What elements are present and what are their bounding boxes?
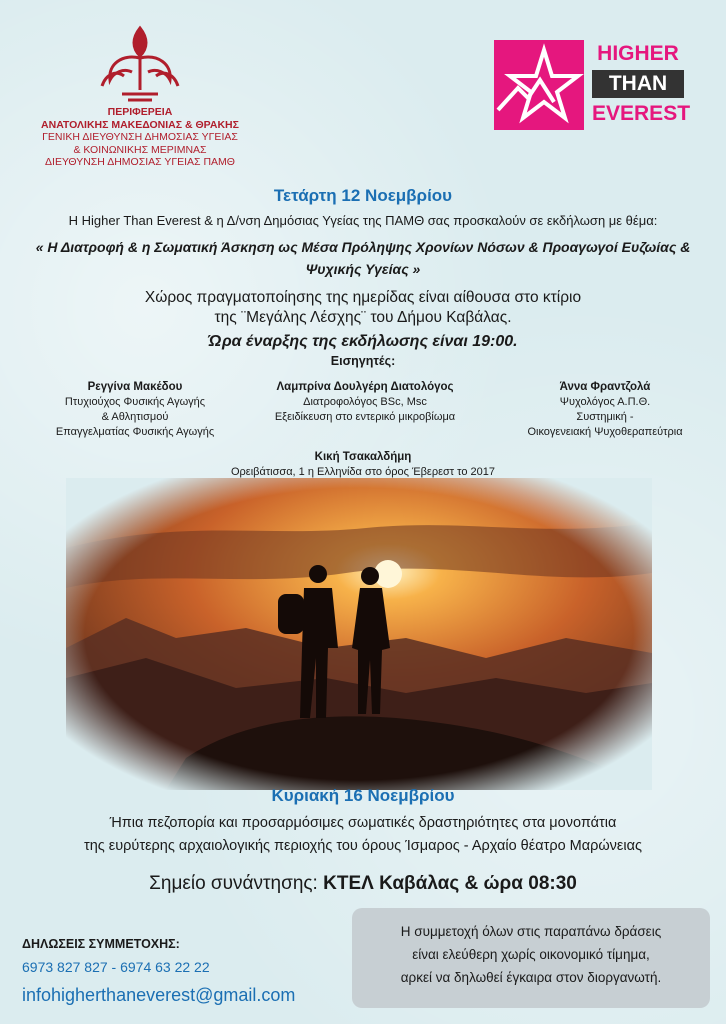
venue-line: της ¨Μεγάλης Λέσχης¨ του Δήμου Καβάλας. [214, 309, 512, 326]
speaker-card [490, 380, 720, 440]
meeting-point [0, 873, 726, 895]
speaker-card [0, 450, 726, 480]
notice-line: αρκεί να δηλωθεί έγκαιρα στον διοργανωτή. [400, 970, 662, 985]
speaker-credential: Επαγγελματίας Φυσικής Αγωγής [55, 426, 215, 438]
speaker-card [240, 380, 490, 425]
meeting-label: Σημείο συνάντησης: [149, 873, 318, 894]
speaker-name: Κική Τσακαλδήμη [314, 451, 412, 463]
meeting-value: ΚΤΕΛ Καβάλας & ώρα 08:30 [323, 873, 577, 894]
free-participation-notice [352, 908, 710, 1008]
speaker-credential: Οικογενειακή Ψυχοθεραπεύτρια [527, 426, 683, 438]
speaker-name: Ρεγγίνα Μακέδου [87, 381, 183, 393]
notice-line: Η συμμετοχή όλων στις παραπάνω δράσεις [400, 924, 662, 939]
speaker-name: Λαμπρίνα Δουλγέρη Διατολόγος [276, 381, 454, 393]
description-line: Ήπια πεζοπορία και προσαρμόσιμες σωματικές δραστηριότητες στα μονοπάτια [109, 815, 617, 831]
event1-date: Τετάρτη 12 Νοεμβρίου [273, 186, 453, 205]
speaker-credential: Διατροφολόγος BSc, Msc [303, 396, 427, 408]
contact-email-link[interactable]: infohigherthaneverest@gmail.com [22, 985, 296, 1005]
logo-word: THAN [592, 70, 684, 98]
event1-topic: « Η Διατροφή & η Σωματική Άσκηση ως Μέσα Πρόληψης Χρονίων Νόσων & Προαγωγοί Ευζωίας & Ψυχικής Υγείας » [35, 239, 691, 277]
contact-phones[interactable]: 6973 827 827 - 6974 63 22 22 [22, 959, 210, 975]
speaker-name: Άννα Φραντζολά [559, 381, 651, 393]
org-line: ΓΕΝΙΚΗ ΔΙΕΥΘΥΝΣΗ ΔΗΜΟΣΙΑΣ ΥΓΕΙΑΣ [42, 131, 238, 143]
event1-start-time: Ώρα έναρξης της εκδήλωσης είναι 19:00. [208, 333, 518, 350]
speakers-title: Εισηγητές: [330, 354, 396, 368]
org-line: ΔΙΕΥΘΥΝΣΗ ΔΗΜΟΣΙΑΣ ΥΓΕΙΑΣ ΠΑΜΘ [45, 156, 235, 168]
notice-line: είναι ελεύθερη χωρίς οικονομικό τίμημα, [412, 947, 650, 962]
sunset-hikers-photo [66, 478, 652, 790]
event1-venue [0, 288, 726, 328]
organization-text [20, 106, 260, 169]
event1-invite: Η Higher Than Everest & η Δ/νση Δημόσιας Υγείας της ΠΑΜΘ σας προσκαλούν σε εκδήλωση με θέμα: [68, 213, 658, 228]
description-line: της ευρύτερης αρχαιολογικής περιοχής του όρους Ίσμαρος - Αρχαίο θέατρο Μαρώνειας [83, 838, 642, 854]
event2-description [0, 812, 726, 858]
speaker-credential: Πτυχιούχος Φυσικής Αγωγής [64, 396, 206, 408]
logo-word: EVEREST [592, 102, 691, 125]
region-emblem-icon [92, 24, 188, 104]
speaker-credential: Ορειβάτισσα, 1 η Ελληνίδα στο όρος Έβερεστ το 2017 [230, 466, 496, 478]
speaker-credential: Εξειδίκευση στο εντερικό μικροβίωμα [274, 411, 456, 423]
logo-word: HIGHER [597, 42, 679, 65]
speaker-credential: Συστημική - [576, 411, 634, 423]
declarations-title: ΔΗΛΩΣΕΙΣ ΣΥΜΜΕΤΟΧΗΣ: [22, 937, 180, 951]
speaker-credential: & Αθλητισμού [101, 411, 169, 423]
venue-line: Χώρος πραγματοποίησης της ημερίδας είναι αίθουσα στο κτίριο [144, 289, 582, 306]
star-mountain-icon [494, 40, 584, 130]
higher-than-everest-logo [494, 40, 691, 130]
org-line: ΠΕΡΙΦΕΡΕΙΑ [107, 106, 173, 118]
speaker-credential: Ψυχολόγος Α.Π.Θ. [559, 396, 651, 408]
org-line: ΑΝΑΤΟΛΙΚΗΣ ΜΑΚΕΔΟΝΙΑΣ & ΘΡΑΚΗΣ [41, 118, 239, 131]
speaker-card [20, 380, 250, 440]
event2-date: Κυριακή 16 Νοεμβρίου [271, 786, 455, 805]
org-line: & ΚΟΙΝΩΝΙΚΗΣ ΜΕΡΙΜΝΑΣ [73, 143, 207, 156]
